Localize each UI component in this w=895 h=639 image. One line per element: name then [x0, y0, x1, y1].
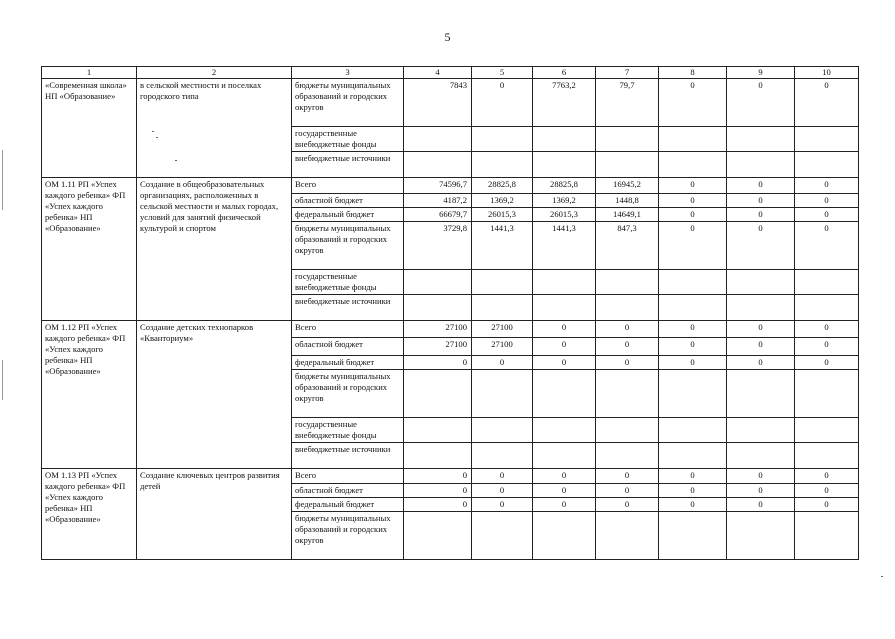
- value-cell: [659, 127, 727, 152]
- value-cell: [659, 370, 727, 418]
- value-cell: 0: [659, 178, 727, 194]
- value-cell: 0: [659, 356, 727, 370]
- value-cell: [795, 127, 859, 152]
- table-row: [42, 469, 859, 484]
- value-cell: 74596,7: [404, 178, 472, 194]
- value-cell: 0: [795, 79, 859, 127]
- value-cell: [727, 418, 795, 443]
- value-cell: 0: [795, 356, 859, 370]
- header-cell: 3: [292, 67, 404, 79]
- value-cell: [727, 370, 795, 418]
- value-cell: [533, 295, 596, 321]
- measure-code-cell: ОМ 1.13 РП «Успех каждого ребенка» ФП «Успех каждого ребенка» НП «Образование»: [42, 469, 137, 560]
- value-cell: [472, 152, 533, 178]
- value-cell: [596, 370, 659, 418]
- value-cell: 847,3: [596, 222, 659, 270]
- value-cell: [533, 152, 596, 178]
- value-cell: [472, 370, 533, 418]
- funding-source-cell: бюджеты муниципальных образований и городских округов: [292, 370, 404, 418]
- value-cell: 1369,2: [533, 194, 596, 208]
- value-cell: [404, 295, 472, 321]
- header-cell: 2: [137, 67, 292, 79]
- funding-source-cell: бюджеты муниципальных образований и городских округов: [292, 512, 404, 560]
- value-cell: 0: [795, 208, 859, 222]
- value-cell: 0: [659, 194, 727, 208]
- scan-speck: [881, 576, 883, 577]
- value-cell: [533, 370, 596, 418]
- funding-source-cell: областной бюджет: [292, 484, 404, 498]
- measure-name-cell: Создание в общеобразовательных организациях, расположенных в сельской местности и малых городах, условий для занятий физической культурой и спортом: [137, 178, 292, 321]
- value-cell: [659, 418, 727, 443]
- value-cell: 0: [727, 356, 795, 370]
- value-cell: 26015,3: [533, 208, 596, 222]
- value-cell: 0: [795, 321, 859, 338]
- value-cell: [659, 512, 727, 560]
- value-cell: 0: [533, 338, 596, 356]
- value-cell: 79,7: [596, 79, 659, 127]
- value-cell: 0: [659, 338, 727, 356]
- funding-source-cell: государственные внебюджетные фонды: [292, 418, 404, 443]
- value-cell: [659, 295, 727, 321]
- value-cell: [404, 418, 472, 443]
- value-cell: [795, 270, 859, 295]
- value-cell: [795, 152, 859, 178]
- value-cell: 0: [795, 194, 859, 208]
- value-cell: 0: [533, 469, 596, 484]
- value-cell: 0: [472, 498, 533, 512]
- value-cell: 7763,2: [533, 79, 596, 127]
- value-cell: 0: [404, 484, 472, 498]
- value-cell: [472, 512, 533, 560]
- value-cell: 4187,2: [404, 194, 472, 208]
- funding-source-cell: внебюджетные источники: [292, 295, 404, 321]
- funding-source-cell: Всего: [292, 469, 404, 484]
- value-cell: [795, 512, 859, 560]
- funding-source-cell: государственные внебюджетные фонды: [292, 127, 404, 152]
- value-cell: [727, 270, 795, 295]
- value-cell: 0: [472, 469, 533, 484]
- value-cell: 0: [659, 469, 727, 484]
- value-cell: 0: [659, 222, 727, 270]
- scan-speck: [156, 137, 158, 138]
- funding-source-cell: областной бюджет: [292, 194, 404, 208]
- value-cell: [795, 443, 859, 469]
- value-cell: 0: [659, 321, 727, 338]
- value-cell: [533, 127, 596, 152]
- value-cell: 0: [727, 79, 795, 127]
- value-cell: [533, 443, 596, 469]
- funding-source-cell: федеральный бюджет: [292, 498, 404, 512]
- value-cell: 0: [659, 208, 727, 222]
- value-cell: [596, 295, 659, 321]
- value-cell: 0: [727, 321, 795, 338]
- funding-source-cell: федеральный бюджет: [292, 208, 404, 222]
- funding-source-cell: Всего: [292, 178, 404, 194]
- value-cell: 0: [727, 338, 795, 356]
- value-cell: 0: [533, 356, 596, 370]
- value-cell: 27100: [472, 321, 533, 338]
- value-cell: 16945,2: [596, 178, 659, 194]
- value-cell: 66679,7: [404, 208, 472, 222]
- scan-speck: [152, 131, 154, 132]
- value-cell: 0: [795, 469, 859, 484]
- value-cell: 0: [727, 469, 795, 484]
- scan-margin-mark: [2, 150, 3, 210]
- value-cell: [659, 443, 727, 469]
- value-cell: 0: [404, 498, 472, 512]
- value-cell: 0: [596, 356, 659, 370]
- value-cell: [472, 418, 533, 443]
- value-cell: 0: [795, 178, 859, 194]
- value-cell: 0: [596, 498, 659, 512]
- value-cell: [795, 418, 859, 443]
- value-cell: [596, 127, 659, 152]
- value-cell: 14649,1: [596, 208, 659, 222]
- value-cell: 0: [727, 178, 795, 194]
- measure-code-cell: «Современная школа» НП «Образование»: [42, 79, 137, 178]
- value-cell: 0: [727, 498, 795, 512]
- value-cell: [596, 270, 659, 295]
- value-cell: 0: [727, 208, 795, 222]
- value-cell: [727, 512, 795, 560]
- value-cell: [472, 270, 533, 295]
- header-row: [42, 67, 859, 79]
- value-cell: [727, 152, 795, 178]
- value-cell: [727, 443, 795, 469]
- value-cell: 0: [795, 222, 859, 270]
- value-cell: [533, 418, 596, 443]
- value-cell: 0: [472, 484, 533, 498]
- value-cell: 0: [795, 498, 859, 512]
- budget-table: [41, 66, 859, 560]
- value-cell: 0: [596, 338, 659, 356]
- header-cell: 10: [795, 67, 859, 79]
- value-cell: 27100: [404, 338, 472, 356]
- measure-code-cell: ОМ 1.12 РП «Успех каждого ребенка» ФП «Успех каждого ребенка» НП «Образование»: [42, 321, 137, 469]
- value-cell: [404, 152, 472, 178]
- scan-margin-mark: [2, 360, 3, 400]
- value-cell: 28825,8: [472, 178, 533, 194]
- value-cell: 1448,8: [596, 194, 659, 208]
- value-cell: 3729,8: [404, 222, 472, 270]
- value-cell: 0: [404, 469, 472, 484]
- value-cell: [533, 270, 596, 295]
- value-cell: 0: [533, 321, 596, 338]
- value-cell: 0: [727, 222, 795, 270]
- value-cell: [795, 370, 859, 418]
- header-cell: 9: [727, 67, 795, 79]
- scan-speck: [175, 160, 177, 161]
- value-cell: [472, 295, 533, 321]
- value-cell: [596, 512, 659, 560]
- value-cell: 0: [472, 356, 533, 370]
- funding-source-cell: бюджеты муниципальных образований и городских округов: [292, 79, 404, 127]
- value-cell: [727, 295, 795, 321]
- measure-name-cell: Создание детских технопарков «Кванториум»: [137, 321, 292, 469]
- value-cell: 0: [727, 484, 795, 498]
- table-row: [42, 321, 859, 338]
- value-cell: 0: [404, 356, 472, 370]
- funding-source-cell: государственные внебюджетные фонды: [292, 270, 404, 295]
- value-cell: 0: [659, 79, 727, 127]
- value-cell: 0: [795, 484, 859, 498]
- value-cell: [596, 152, 659, 178]
- funding-source-cell: внебюджетные источники: [292, 152, 404, 178]
- value-cell: 26015,3: [472, 208, 533, 222]
- page-number: 5: [444, 30, 451, 44]
- table-row: [42, 178, 859, 194]
- value-cell: [404, 512, 472, 560]
- value-cell: 0: [659, 498, 727, 512]
- funding-source-cell: Всего: [292, 321, 404, 338]
- value-cell: [404, 127, 472, 152]
- header-cell: 8: [659, 67, 727, 79]
- value-cell: 28825,8: [533, 178, 596, 194]
- header-cell: 4: [404, 67, 472, 79]
- table-row: [42, 79, 859, 127]
- value-cell: 0: [472, 79, 533, 127]
- value-cell: 1441,3: [472, 222, 533, 270]
- header-cell: 6: [533, 67, 596, 79]
- value-cell: 0: [533, 484, 596, 498]
- value-cell: 0: [795, 338, 859, 356]
- value-cell: 0: [596, 321, 659, 338]
- header-cell: 7: [596, 67, 659, 79]
- value-cell: 1369,2: [472, 194, 533, 208]
- value-cell: [659, 152, 727, 178]
- value-cell: 0: [727, 194, 795, 208]
- measure-code-cell: ОМ 1.11 РП «Успех каждого ребенка» ФП «Успех каждого ребенка» НП «Образование»: [42, 178, 137, 321]
- value-cell: [404, 270, 472, 295]
- value-cell: [659, 270, 727, 295]
- value-cell: [404, 370, 472, 418]
- value-cell: [727, 127, 795, 152]
- measure-name-cell: Создание ключевых центров развития детей: [137, 469, 292, 560]
- value-cell: 27100: [404, 321, 472, 338]
- value-cell: 0: [596, 484, 659, 498]
- value-cell: [472, 443, 533, 469]
- header-cell: 1: [42, 67, 137, 79]
- funding-source-cell: внебюджетные источники: [292, 443, 404, 469]
- value-cell: [596, 443, 659, 469]
- funding-source-cell: бюджеты муниципальных образований и городских округов: [292, 222, 404, 270]
- value-cell: [404, 443, 472, 469]
- value-cell: [533, 512, 596, 560]
- value-cell: [596, 418, 659, 443]
- value-cell: 7843: [404, 79, 472, 127]
- value-cell: 27100: [472, 338, 533, 356]
- funding-source-cell: федеральный бюджет: [292, 356, 404, 370]
- measure-name-cell: в сельской местности и поселках городского типа: [137, 79, 292, 178]
- header-cell: 5: [472, 67, 533, 79]
- value-cell: [795, 295, 859, 321]
- value-cell: 1441,3: [533, 222, 596, 270]
- funding-source-cell: областной бюджет: [292, 338, 404, 356]
- value-cell: [472, 127, 533, 152]
- value-cell: 0: [596, 469, 659, 484]
- value-cell: 0: [533, 498, 596, 512]
- value-cell: 0: [659, 484, 727, 498]
